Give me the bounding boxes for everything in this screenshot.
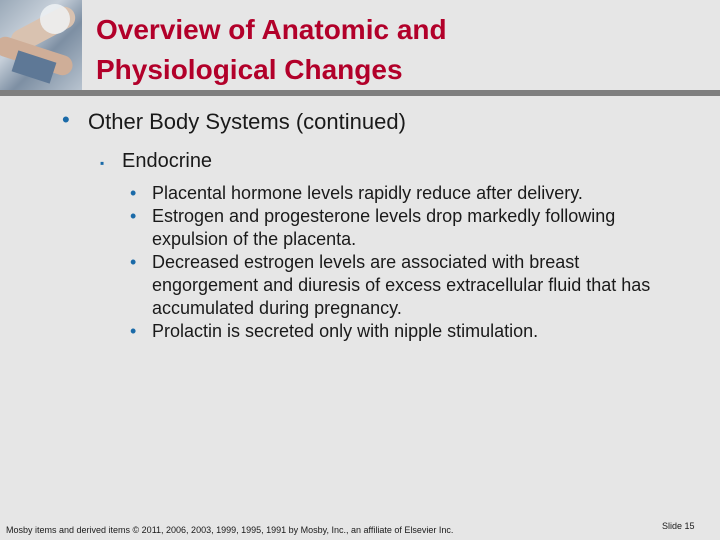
slide-content — [0, 96, 720, 540]
photo-glove — [40, 4, 70, 34]
level3-list — [130, 182, 690, 343]
slide-header — [0, 0, 720, 92]
bullet-icon: • — [130, 252, 137, 272]
list-item — [130, 182, 690, 205]
level1-bullet-icon: • — [62, 107, 70, 132]
list-item-text: Decreased estrogen levels are associated with breast engorgement and diuresis of excess extracellular fluid that has accumulated during pregnancy. — [152, 252, 651, 318]
list-item-text: Prolactin is secreted only with nipple stimulation. — [152, 321, 539, 341]
list-item — [130, 205, 690, 251]
slide-number: Slide 15 — [662, 521, 695, 531]
list-item — [130, 320, 690, 343]
slide-title-line-1: Overview of Anatomic and — [96, 14, 447, 45]
slide-title — [96, 10, 447, 90]
copyright-footer: Mosby items and derived items © 2011, 2006, 2003, 1999, 1995, 1991 by Mosby, Inc., an affiliate of Elsevier Inc. — [6, 525, 454, 535]
bullet-icon: • — [130, 321, 137, 341]
bullet-icon: • — [130, 183, 137, 203]
slide-title-line-2: Physiological Changes — [96, 54, 403, 85]
level2-text: Endocrine — [122, 150, 213, 172]
list-item-text: Placental hormone levels rapidly reduce after delivery. — [152, 183, 583, 203]
level1-text: Other Body Systems (continued) — [88, 109, 406, 134]
list-item — [130, 251, 690, 320]
level2-bullet-icon: ▪ — [100, 156, 105, 170]
bullet-icon: • — [130, 206, 137, 226]
header-photo — [0, 0, 82, 90]
list-item-text: Estrogen and progesterone levels drop markedly following expulsion of the placenta. — [152, 206, 616, 249]
